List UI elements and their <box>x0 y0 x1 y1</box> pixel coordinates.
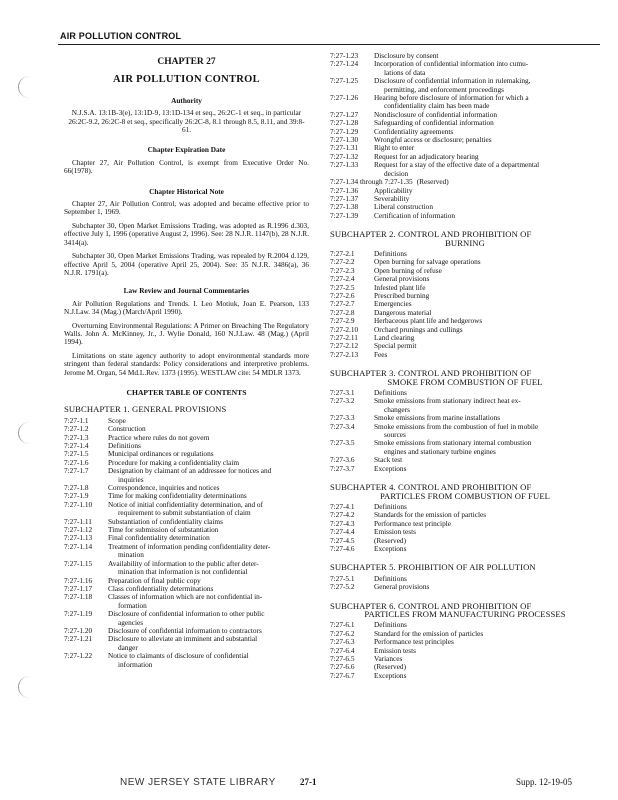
section-number: 7:27-1.2 <box>64 424 89 434</box>
section-title: Disclosure to alleviate an imminent and substantial danger <box>108 634 258 652</box>
section-title: Stack test <box>374 455 403 465</box>
toc-entry <box>64 434 309 442</box>
chapter-number: CHAPTER 27 <box>157 57 216 67</box>
section-title: Open burning of refuse <box>374 265 442 275</box>
section-number: 7:27-2.2 <box>330 257 355 267</box>
left-column <box>64 52 309 669</box>
section-number: 7:27-1.33 <box>330 160 359 170</box>
section-title: Definitions <box>108 441 141 450</box>
section-title: Performance test principle <box>374 518 451 528</box>
section-number: 7:27-1.11 <box>64 516 92 526</box>
subchapter-heading: SUBCHAPTER 3. CONTROL AND PROHIBITION OF SMOKE FROM COMBUSTION OF FUEL <box>330 368 543 387</box>
toc-entry <box>330 672 600 680</box>
section-title: Wrongful access or disclosure; penalties <box>374 135 492 145</box>
subchapter-heading: SUBCHAPTER 2. CONTROL AND PROHIBITION OF BURNING <box>330 229 532 248</box>
section-title: Time for making confidentiality determinations <box>108 491 247 501</box>
history-para: Chapter 27, Air Pollution Control, was adopted and became effective prior to September 1, 1969. <box>64 199 309 217</box>
section-title: (Reserved) <box>374 662 407 672</box>
section-number: 7:27-1.25 <box>330 76 359 86</box>
section-title: Smoke emissions from marine installations <box>374 413 501 423</box>
history-para: Subchapter 30, Open Market Emissions Trading, was repealed by R.2004 d.129, effective April 5, 2004 (operative April 25, 2004). See: 35 N.J.R. 3486(a), 36 N.J.R. 1791(a). <box>64 251 309 277</box>
section-number: 7:27-1.26 <box>330 93 359 103</box>
section-title: Definitions <box>374 620 407 630</box>
section-title: Request for an adjudicatory hearing <box>374 151 479 161</box>
section-number: 7:27-1.13 <box>64 533 93 543</box>
section-number: 7:27-3.6 <box>330 455 355 465</box>
toc-entry <box>330 465 600 473</box>
toc-entry <box>330 317 600 325</box>
toc-list-sub5 <box>330 575 600 592</box>
history-para: Subchapter 30, Open Market Emissions Trading, was adopted as R.1996 d.303, effective July 1, 1996 (operative August 2, 1996). See: 28 N.J.R. 1147(b), 28 N.J.R. 3414(a). <box>64 220 309 247</box>
section-number: 7:27-4.1 <box>330 501 355 511</box>
section-title: Construction <box>108 424 146 434</box>
expiration-text: Chapter 27, Air Pollution Control, is exempt from Executive Order No. 66(1978). <box>64 157 309 176</box>
toc-entry <box>330 397 600 414</box>
section-title: Treatment of information pending confidentiality deter- mination <box>108 541 271 560</box>
section-number: 7:27-1.39 <box>330 210 359 220</box>
toc-entry <box>330 161 600 178</box>
section-number: 7:27-3.5 <box>330 438 355 448</box>
section-number: 7:27-1.28 <box>330 118 359 128</box>
section-number: 7:27-2.9 <box>330 316 355 326</box>
section-title: Smoke emissions from the combustion of fuel in mobile sources <box>374 421 539 440</box>
section-title: (Reserved) <box>374 535 407 545</box>
section-title: Request for a stay of the effective date of a departmental decision <box>374 160 540 178</box>
toc-entry <box>330 655 600 663</box>
section-title: Exceptions <box>374 463 407 473</box>
toc-entry <box>330 439 600 456</box>
section-number: 7:27-6.5 <box>330 654 355 663</box>
section-number: 7:27-1.5 <box>64 449 89 459</box>
section-number: 7:27-1.22 <box>64 651 93 661</box>
toc-entry <box>330 334 600 342</box>
section-number: 7:27-1.18 <box>64 592 93 602</box>
toc-entry <box>64 467 309 484</box>
section-number: 7:27-3.4 <box>330 421 355 431</box>
section-title: Dangerous material <box>374 307 432 317</box>
section-title: Standards for the emission of particles <box>374 510 487 520</box>
toc-entry <box>330 456 600 464</box>
section-number: 7:27-6.4 <box>330 645 355 655</box>
toc-entry <box>330 203 600 211</box>
toc-entry <box>330 275 600 283</box>
section-number: 7:27-5.1 <box>330 573 355 583</box>
toc-entry <box>64 652 309 669</box>
section-title: General provisions <box>374 582 430 592</box>
section-number: 7:27-5.2 <box>330 582 355 592</box>
section-number: 7:27-1.34 through 7:27-1.35 <box>330 177 413 187</box>
history-heading: Chapter Historical Note <box>149 186 224 196</box>
section-title: Exceptions <box>374 670 407 680</box>
right-column <box>330 52 600 680</box>
binder-hole-mark <box>18 422 41 444</box>
section-number: 7:27-1.27 <box>330 109 359 119</box>
toc-entry <box>330 284 600 292</box>
section-title: Notice to claimants of disclosure of confidential information <box>108 651 249 669</box>
section-number: 7:27-1.14 <box>64 541 93 551</box>
section-number: 7:27-1.37 <box>330 193 359 203</box>
toc-entry <box>330 630 600 638</box>
toc-entry <box>330 638 600 646</box>
section-number: 7:27-3.7 <box>330 463 355 473</box>
section-number: 7:27-1.32 <box>330 151 359 161</box>
toc-entry <box>64 501 309 518</box>
page-number: 27-1 <box>300 777 317 787</box>
section-number: 7:27-2.13 <box>330 349 359 359</box>
toc-entry <box>330 267 600 275</box>
toc-entry <box>330 520 600 528</box>
law-review-heading: Law Review and Journal Commentaries <box>123 286 250 296</box>
section-number: 7:27-4.3 <box>330 518 355 528</box>
toc-entry <box>64 560 309 577</box>
section-number: 7:27-1.4 <box>64 441 89 450</box>
toc-list-sub3 <box>330 389 600 473</box>
law-review-para: Limitations on state agency authority to adopt environmental standards more stringent than federal standards: Policy considerations and interpretive problems. Jerome M. Organ, 54 Md.L.Rev. 1373 (1995). WESTLAW cite: 54 MDLR 1373. <box>64 350 309 377</box>
section-title: Certification of information <box>374 210 456 220</box>
toc-list-sub1 <box>64 417 309 669</box>
section-title: Nondisclosure of confidential information <box>374 109 498 119</box>
section-title: Notice of initial confidentiality determination, and of requirement to submit substantiation of claim <box>108 499 264 518</box>
section-number: 7:27-1.23 <box>330 51 359 60</box>
section-number: 7:27-1.15 <box>64 558 93 568</box>
section-title: Infested plant life <box>374 282 426 292</box>
section-title: Municipal ordinances or regulations <box>108 449 214 459</box>
section-title: Severability <box>374 193 410 203</box>
section-number: 7:27-1.12 <box>64 525 93 535</box>
authority-heading: Authority <box>171 95 202 105</box>
section-title: Definitions <box>374 388 407 398</box>
section-title: Classes of information which are not confidential in- formation <box>108 592 263 610</box>
toc-entry <box>330 77 600 94</box>
toc-entry <box>64 635 309 652</box>
section-title: Smoke emissions from stationary indirect heat ex- changers <box>374 396 521 414</box>
section-title: Applicability <box>374 185 413 195</box>
section-title: Fees <box>374 349 388 359</box>
toc-entry <box>330 583 600 591</box>
section-title: Disclosure of confidential information in rulemaking, permitting, and enforcement proceedings <box>374 76 531 94</box>
section-number: 7:27-1.9 <box>64 491 89 501</box>
toc-title: CHAPTER TABLE OF CONTENTS <box>126 387 247 397</box>
section-title: Practice where rules do not govern <box>108 432 210 442</box>
toc-list-sub1-continued <box>330 52 600 220</box>
section-title: Class confidentiality determinations <box>108 583 214 593</box>
section-number: 7:27-2.6 <box>330 290 355 300</box>
expiration-heading: Chapter Expiration Date <box>147 145 226 155</box>
supplement-date: Supp. 12-19-05 <box>516 777 572 787</box>
section-number: 7:27-3.2 <box>330 396 355 406</box>
section-number: 7:27-1.20 <box>64 625 93 635</box>
toc-entry <box>330 212 600 220</box>
section-title: Disclosure of confidential information to other public agencies <box>108 609 265 627</box>
section-title: Herbaceous plant life and hedgerows <box>374 316 483 326</box>
section-number: 7:27-2.10 <box>330 324 359 334</box>
section-number: 7:27-6.6 <box>330 662 355 672</box>
section-title: Emergencies <box>374 299 412 309</box>
section-title: Disclosure of confidential information to contractors <box>108 625 262 635</box>
toc-entry <box>330 136 600 144</box>
section-title: Right to enter <box>374 143 415 153</box>
binder-hole-mark <box>18 676 41 698</box>
section-title: Designation by claimant of an addressee for notices and inquiries <box>108 466 272 484</box>
section-title: Final confidentiality determination <box>108 533 210 543</box>
section-number: 7:27-2.8 <box>330 307 355 317</box>
toc-list-sub6 <box>330 621 600 680</box>
section-title: Standard for the emission of particles <box>374 628 484 638</box>
section-number: 7:27-3.1 <box>330 388 355 398</box>
toc-entry <box>330 292 600 300</box>
section-number: 7:27-2.12 <box>330 341 359 351</box>
section-title: Definitions <box>374 501 407 511</box>
section-number: 7:27-1.31 <box>330 143 359 153</box>
section-title: Incorporation of confidential information into cumu- lations of data <box>374 59 529 77</box>
section-title: Definitions <box>374 248 407 258</box>
section-title: General provisions <box>374 274 430 284</box>
library-stamp: NEW JERSEY STATE LIBRARY <box>120 777 276 788</box>
toc-list-sub2 <box>330 250 600 359</box>
law-review-para: Air Pollution Regulations and Trends. I. Leo Motiuk, Joan E. Pearson, 133 N.J.Law. 34 (Mag.) (March/April 1990). <box>64 298 309 317</box>
section-title: Substantiation of confidentiality claims <box>108 516 223 526</box>
toc-entry <box>330 258 600 266</box>
subchapter-heading: SUBCHAPTER 5. PROHIBITION OF AIR POLLUTION <box>330 562 536 573</box>
section-title: Performance test principles <box>374 637 454 647</box>
section-number: 7:27-1.21 <box>64 634 93 644</box>
toc-entry <box>64 610 309 627</box>
subchapter-heading: SUBCHAPTER 6. CONTROL AND PROHIBITION OF PARTICLES FROM MANUFACTURING PROCESSES <box>330 600 566 619</box>
section-title: Orchard prunings and cullings <box>374 324 463 334</box>
section-number: 7:27-1.3 <box>64 432 89 442</box>
section-title: Time for submission of substantiation <box>108 525 219 535</box>
toc-entry <box>330 187 600 195</box>
section-number: 7:27-2.7 <box>330 299 355 309</box>
toc-entry <box>330 195 600 203</box>
section-title: Emission tests <box>374 645 416 655</box>
binder-hole-mark <box>18 76 41 98</box>
section-number: 7:27-1.30 <box>330 135 359 145</box>
section-title: Definitions <box>374 573 407 583</box>
section-title: Confidentiality agreements <box>374 126 454 136</box>
section-title: Special permit <box>374 341 417 351</box>
toc-entry <box>330 119 600 127</box>
section-title: Scope <box>108 415 126 425</box>
toc-entry <box>330 537 600 545</box>
toc-entry <box>330 60 600 77</box>
toc-entry <box>64 543 309 560</box>
toc-entry <box>330 663 600 671</box>
section-number: 7:27-2.3 <box>330 265 355 275</box>
chapter-title: AIR POLLUTION CONTROL <box>113 74 260 86</box>
section-number: 7:27-1.17 <box>64 583 93 593</box>
section-number: 7:27-1.38 <box>330 202 359 212</box>
section-number: 7:27-1.7 <box>64 466 89 476</box>
section-title: Open burning for salvage operations <box>374 257 481 267</box>
section-title: Exceptions <box>374 543 407 553</box>
section-number: 7:27-4.2 <box>330 510 355 520</box>
section-title: (Reserved) <box>416 177 449 187</box>
section-number: 7:27-2.11 <box>330 333 358 342</box>
section-number: 7:27-2.4 <box>330 274 355 284</box>
section-number: 7:27-1.24 <box>330 59 359 69</box>
toc-entry <box>64 593 309 610</box>
section-title: Disclosure by consent <box>374 51 439 60</box>
section-number: 7:27-6.1 <box>330 620 355 630</box>
section-number: 7:27-1.16 <box>64 575 93 585</box>
toc-entry <box>330 326 600 334</box>
section-number: 7:27-6.2 <box>330 628 355 638</box>
section-number: 7:27-1.6 <box>64 457 89 467</box>
section-number: 7:27-6.3 <box>330 637 355 647</box>
section-title: Preparation of final public copy <box>108 575 201 585</box>
toc-entry <box>64 417 309 425</box>
toc-list-sub4 <box>330 503 600 553</box>
section-title: Availability of information to the public after deter- mination that information is not confidential <box>108 558 259 577</box>
section-number: 7:27-1.36 <box>330 185 359 195</box>
section-number: 7:27-4.6 <box>330 543 355 553</box>
toc-entry <box>330 94 600 111</box>
section-title: Procedure for making a confidentiality claim <box>108 457 240 467</box>
section-title: Liberal construction <box>374 202 433 212</box>
section-number: 7:27-1.19 <box>64 609 93 619</box>
subchapter-heading: SUBCHAPTER 1. GENERAL PROVISIONS <box>64 404 227 415</box>
section-number: 7:27-2.5 <box>330 282 355 292</box>
toc-entry <box>330 647 600 655</box>
toc-entry <box>330 178 600 186</box>
section-number: 7:27-1.10 <box>64 499 93 509</box>
section-title: Prescribed burning <box>374 290 430 300</box>
subchapter-heading: SUBCHAPTER 4. CONTROL AND PROHIBITION OF PARTICLES FROM COMBUSTION OF FUEL <box>330 482 551 501</box>
toc-entry <box>330 351 600 359</box>
section-number: 7:27-1.29 <box>330 126 359 136</box>
header-rule <box>58 44 600 45</box>
section-title: Variances <box>374 654 403 663</box>
toc-entry <box>330 342 600 350</box>
section-title: Correspondence, inquiries and notices <box>108 483 220 493</box>
section-number: 7:27-4.5 <box>330 535 355 545</box>
section-title: Smoke emissions from stationary internal combustion engines and stationary turbine engines <box>374 438 532 456</box>
section-title: Hearing before disclosure of information for which a confidentiality claim has been made <box>374 93 529 111</box>
toc-entry <box>330 423 600 440</box>
toc-entry <box>330 575 600 583</box>
section-title: Emission tests <box>374 527 416 537</box>
section-number: 7:27-1.8 <box>64 483 89 493</box>
toc-entry <box>330 528 600 536</box>
section-number: 7:27-4.4 <box>330 527 355 537</box>
law-review-para: Overturning Environmental Regulations: A Primer on Breaching The Regulatory Walls. John A. McKinney, Jr., J. Wylie Donald, 160 N.J.Law. 48 (Mag.) (April 1994). <box>64 320 309 347</box>
section-title: Land clearing <box>374 333 415 342</box>
section-number: 7:27-2.1 <box>330 248 355 258</box>
toc-entry <box>330 545 600 553</box>
section-number: 7:27-1.1 <box>64 415 89 425</box>
section-title: Safeguarding of confidential information <box>374 118 494 128</box>
toc-entry <box>330 300 600 308</box>
section-number: 7:27-6.7 <box>330 670 355 680</box>
authority-text: N.J.S.A. 13:1B-3(e), 13:1D-9, 13:1D-134 et seq., 26:2C-1 et seq., in particular 26:2C-9.2, 26:2C-8 et seq., specifically 26:2C-8, 8.1 through 8.5, 8.11, and 39:8-61. <box>68 108 305 135</box>
toc-entry <box>330 511 600 519</box>
section-number: 7:27-3.3 <box>330 413 355 423</box>
running-head: AIR POLLUTION CONTROL <box>60 31 182 41</box>
